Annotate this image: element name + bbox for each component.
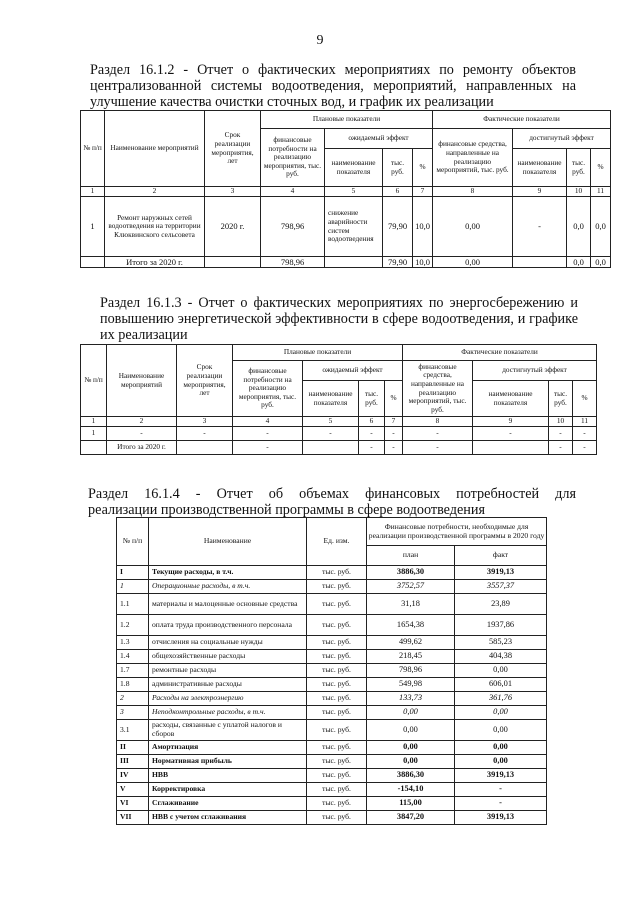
header-actual: Фактические показатели <box>403 345 597 361</box>
row-name: Корректировка <box>149 783 307 797</box>
heading-line: повышению энергетической эффективности в сфере водоотведения, и графике <box>100 311 578 327</box>
row-period: 2020 г. <box>205 197 261 257</box>
col-number: 4 <box>233 417 303 427</box>
col-number: 6 <box>359 417 385 427</box>
header-needs: Финансовые потребности, необходимые для реализации производственной программы в 2020 году <box>367 518 547 546</box>
header-period: Срок реализации мероприятия, лет <box>177 345 233 417</box>
table-16-1-4 <box>116 517 547 825</box>
header-fin-means: финансовые средства, направленные на реализацию мероприятий, тыс. руб. <box>433 129 513 187</box>
row-name: Операционные расходы, в т.ч. <box>149 580 307 594</box>
table-row <box>117 580 547 594</box>
row-name: Сглаживание <box>149 797 307 811</box>
header-fact: факт <box>455 546 547 566</box>
header-planned: Плановые показатели <box>233 345 403 361</box>
row-name: материалы и малоценные основные средства <box>149 594 307 615</box>
row-plan: -154,10 <box>367 783 455 797</box>
col-number: 6 <box>383 187 413 197</box>
row-fact: 606,01 <box>455 678 547 692</box>
row-fact: - <box>455 783 547 797</box>
col-number: 10 <box>567 187 591 197</box>
row-code: 1.3 <box>117 636 149 650</box>
row-unit: тыс. руб. <box>307 755 367 769</box>
row-fact: 0,00 <box>455 664 547 678</box>
header-percent: % <box>573 381 597 417</box>
table-row <box>117 811 547 825</box>
row-plan: 0,00 <box>367 706 455 720</box>
row-code: VII <box>117 811 149 825</box>
row-fact: 0,00 <box>455 741 547 755</box>
table-row <box>117 566 547 580</box>
row-code: 2 <box>117 692 149 706</box>
header-percent: % <box>413 149 433 187</box>
row-name: Ремонт наружных сетей водоотведения на территории Клюквинского сельсовета <box>105 197 205 257</box>
col-number: 4 <box>261 187 325 197</box>
header-achieved-effect: достигнутый эффект <box>473 361 597 381</box>
row-code: 1 <box>117 580 149 594</box>
row-unit: тыс. руб. <box>307 720 367 741</box>
row-name: ремонтные расходы <box>149 664 307 678</box>
row-fact: 23,89 <box>455 594 547 615</box>
row-unit: тыс. руб. <box>307 678 367 692</box>
row-plan: 218,45 <box>367 650 455 664</box>
row-code: II <box>117 741 149 755</box>
row-fact-rub: 0,0 <box>567 197 591 257</box>
row-fact: 0,00 <box>455 706 547 720</box>
header-period: Срок реализации мероприятия, лет <box>205 111 261 187</box>
row-effect: снижение аварийности систем водоотведения <box>325 197 383 257</box>
header-fin-needs: финансовые потребности на реализацию мероприятия, тыс. руб. <box>261 129 325 187</box>
heading-line: их реализации <box>100 327 188 343</box>
row-plan: 3886,30 <box>367 566 455 580</box>
header-thous-rub: тыс. руб. <box>567 149 591 187</box>
row-code: I <box>117 566 149 580</box>
row-code: V <box>117 783 149 797</box>
row-rub: 79,90 <box>383 197 413 257</box>
col-number: 5 <box>325 187 383 197</box>
cell: - <box>233 427 303 441</box>
header-percent: % <box>385 381 403 417</box>
table-row <box>117 594 547 615</box>
heading-line: Раздел 16.1.3 - Отчет о фактических мероприятиях по энергосбережению и <box>100 295 578 311</box>
table-row <box>117 678 547 692</box>
table-row <box>117 720 547 741</box>
row-plan: 0,00 <box>367 720 455 741</box>
row-unit: тыс. руб. <box>307 594 367 615</box>
row-fact: - <box>455 797 547 811</box>
col-number: 1 <box>81 417 107 427</box>
col-number: 3 <box>177 417 233 427</box>
row-fact: 585,23 <box>455 636 547 650</box>
row-code: IV <box>117 769 149 783</box>
table-row <box>117 741 547 755</box>
table-row <box>117 769 547 783</box>
row-plan: 133,73 <box>367 692 455 706</box>
total-row <box>81 257 611 268</box>
row-unit: тыс. руб. <box>307 580 367 594</box>
heading-line: Раздел 16.1.4 - Отчет об объемах финансовых потребностей для <box>88 486 576 502</box>
header-thous-rub: тыс. руб. <box>383 149 413 187</box>
header-thous-rub: тыс. руб. <box>549 381 573 417</box>
table-row <box>81 427 597 441</box>
total-row <box>81 441 597 455</box>
header-num: № п/п <box>81 345 107 417</box>
cell: - <box>385 427 403 441</box>
row-pct: 10,0 <box>413 197 433 257</box>
header-fin-needs: финансовые потребности на реализацию мероприятия, тыс. руб. <box>233 361 303 417</box>
header-num: № п/п <box>81 111 105 187</box>
col-number: 8 <box>433 187 513 197</box>
page-number: 9 <box>316 33 324 48</box>
header-name: Наименование мероприятий <box>105 111 205 187</box>
table-row <box>117 783 547 797</box>
table-16-1-2 <box>80 110 611 268</box>
row-fact: 3919,13 <box>455 769 547 783</box>
row-name: НВВ с учетом сглаживания <box>149 811 307 825</box>
total-pct: 10,0 <box>413 257 433 268</box>
header-expected-effect: ожидаемый эффект <box>303 361 403 381</box>
heading-line: улучшение качества очистки сточных вод, и график их реализации <box>90 94 494 110</box>
cell: - <box>303 427 359 441</box>
row-unit: тыс. руб. <box>307 692 367 706</box>
row-name: Текущие расходы, в т.ч. <box>149 566 307 580</box>
row-fact: 3557,37 <box>455 580 547 594</box>
row-fact: 404,38 <box>455 650 547 664</box>
heading-line: централизованной системы водоотведения, мероприятий, направленных на <box>90 78 576 94</box>
row-code: III <box>117 755 149 769</box>
col-number: 9 <box>473 417 549 427</box>
row-name: Неподконтрольные расходы, в т.ч. <box>149 706 307 720</box>
row-fact: 3919,13 <box>455 811 547 825</box>
col-number: 11 <box>573 417 597 427</box>
row-name: общехозяйственные расходы <box>149 650 307 664</box>
cell: - <box>573 427 597 441</box>
row-name: расходы, связанные с уплатой налогов и сборов <box>149 720 307 741</box>
header-name: Наименование <box>149 518 307 566</box>
row-code: 3 <box>117 706 149 720</box>
row-fact-name: - <box>513 197 567 257</box>
header-thous-rub: тыс. руб. <box>359 381 385 417</box>
row-name: НВВ <box>149 769 307 783</box>
header-expected-effect: ожидаемый эффект <box>325 129 433 149</box>
col-number: 7 <box>413 187 433 197</box>
row-unit: тыс. руб. <box>307 811 367 825</box>
col-number: 3 <box>205 187 261 197</box>
row-code: 1.4 <box>117 650 149 664</box>
row-fact: 3919,13 <box>455 566 547 580</box>
cell: - <box>473 427 549 441</box>
header-fin-means: финансовые средства, направленные на реализацию мероприятий, тыс. руб. <box>403 361 473 417</box>
header-name: Наименование мероприятий <box>107 345 177 417</box>
col-number: 8 <box>403 417 473 427</box>
row-unit: тыс. руб. <box>307 783 367 797</box>
table-row <box>117 755 547 769</box>
header-num: № п/п <box>117 518 149 566</box>
col-number: 5 <box>303 417 359 427</box>
row-fact-fin: 0,00 <box>433 197 513 257</box>
row-code: 3.1 <box>117 720 149 741</box>
total-pct: - <box>385 441 403 455</box>
table-16-1-3 <box>80 344 597 455</box>
header-actual: Фактические показатели <box>433 111 611 129</box>
total-label: Итого за 2020 г. <box>105 257 205 268</box>
row-num: 1 <box>81 197 105 257</box>
row-plan: 499,62 <box>367 636 455 650</box>
total-label: Итого за 2020 г. <box>107 441 177 455</box>
col-number: 11 <box>591 187 611 197</box>
row-unit: тыс. руб. <box>307 615 367 636</box>
row-name: отчисления на социальные нужды <box>149 636 307 650</box>
table-row <box>117 664 547 678</box>
col-number: 2 <box>105 187 205 197</box>
row-plan: 31,18 <box>367 594 455 615</box>
section-16-1-2-heading <box>90 62 576 110</box>
total-fin: - <box>233 441 303 455</box>
row-code: 1.7 <box>117 664 149 678</box>
total-rub: - <box>359 441 385 455</box>
row-fact-pct: 0,0 <box>591 197 611 257</box>
header-percent: % <box>591 149 611 187</box>
table-row <box>117 797 547 811</box>
row-unit: тыс. руб. <box>307 664 367 678</box>
section-16-1-4-heading <box>88 486 576 518</box>
table-row <box>81 197 611 257</box>
total-fact-fin: 0,00 <box>433 257 513 268</box>
table-row <box>117 706 547 720</box>
cell: - <box>549 427 573 441</box>
col-number: 9 <box>513 187 567 197</box>
header-indicator-name: наименование показателя <box>325 149 383 187</box>
header-unit: Ед. изм. <box>307 518 367 566</box>
row-unit: тыс. руб. <box>307 741 367 755</box>
header-indicator-name: наименование показателя <box>473 381 549 417</box>
row-fact: 0,00 <box>455 755 547 769</box>
row-name: Амортизация <box>149 741 307 755</box>
col-number: 1 <box>81 187 105 197</box>
table-row <box>117 650 547 664</box>
header-indicator-name: наименование показателя <box>303 381 359 417</box>
total-rub: 79,90 <box>383 257 413 268</box>
section-16-1-3-heading <box>100 295 578 343</box>
cell: 1 <box>81 427 107 441</box>
table-row <box>117 636 547 650</box>
row-plan: 0,00 <box>367 741 455 755</box>
row-code: 1.8 <box>117 678 149 692</box>
row-plan: 0,00 <box>367 755 455 769</box>
row-fact: 361,76 <box>455 692 547 706</box>
row-unit: тыс. руб. <box>307 769 367 783</box>
row-name: Нормативная прибыль <box>149 755 307 769</box>
row-name: оплата труда производственного персонала <box>149 615 307 636</box>
row-plan: 3847,20 <box>367 811 455 825</box>
row-unit: тыс. руб. <box>307 566 367 580</box>
row-plan: 1654,38 <box>367 615 455 636</box>
row-unit: тыс. руб. <box>307 650 367 664</box>
total-fact-pct: 0,0 <box>591 257 611 268</box>
col-number: 7 <box>385 417 403 427</box>
row-name: административные расходы <box>149 678 307 692</box>
row-fact: 1937,86 <box>455 615 547 636</box>
row-plan: 549,98 <box>367 678 455 692</box>
total-fact-fin: - <box>403 441 473 455</box>
cell: - <box>177 427 233 441</box>
heading-line: реализации производственной программы в сфере водоотведения <box>88 502 486 518</box>
header-planned: Плановые показатели <box>261 111 433 129</box>
row-code: VI <box>117 797 149 811</box>
row-code: 1.1 <box>117 594 149 615</box>
cell: - <box>403 427 473 441</box>
row-fact: 0,00 <box>455 720 547 741</box>
row-unit: тыс. руб. <box>307 706 367 720</box>
total-fact-rub: 0,0 <box>567 257 591 268</box>
cell: - <box>107 427 177 441</box>
row-plan: 115,00 <box>367 797 455 811</box>
total-fact-pct: - <box>573 441 597 455</box>
heading-line: Раздел 16.1.2 - Отчет о фактических мероприятиях по ремонту объектов <box>90 62 576 78</box>
col-number: 10 <box>549 417 573 427</box>
cell: - <box>359 427 385 441</box>
row-name: Расходы на электроэнергию <box>149 692 307 706</box>
row-code: 1.2 <box>117 615 149 636</box>
row-fin: 798,96 <box>261 197 325 257</box>
row-unit: тыс. руб. <box>307 797 367 811</box>
row-plan: 3752,57 <box>367 580 455 594</box>
col-number: 2 <box>107 417 177 427</box>
table-row <box>117 615 547 636</box>
row-plan: 798,96 <box>367 664 455 678</box>
total-fact-rub: - <box>549 441 573 455</box>
row-plan: 3886,30 <box>367 769 455 783</box>
header-indicator-name: наименование показателя <box>513 149 567 187</box>
header-achieved-effect: достигнутый эффект <box>513 129 611 149</box>
row-unit: тыс. руб. <box>307 636 367 650</box>
total-fin: 798,96 <box>261 257 325 268</box>
header-plan: план <box>367 546 455 566</box>
table-row <box>117 692 547 706</box>
